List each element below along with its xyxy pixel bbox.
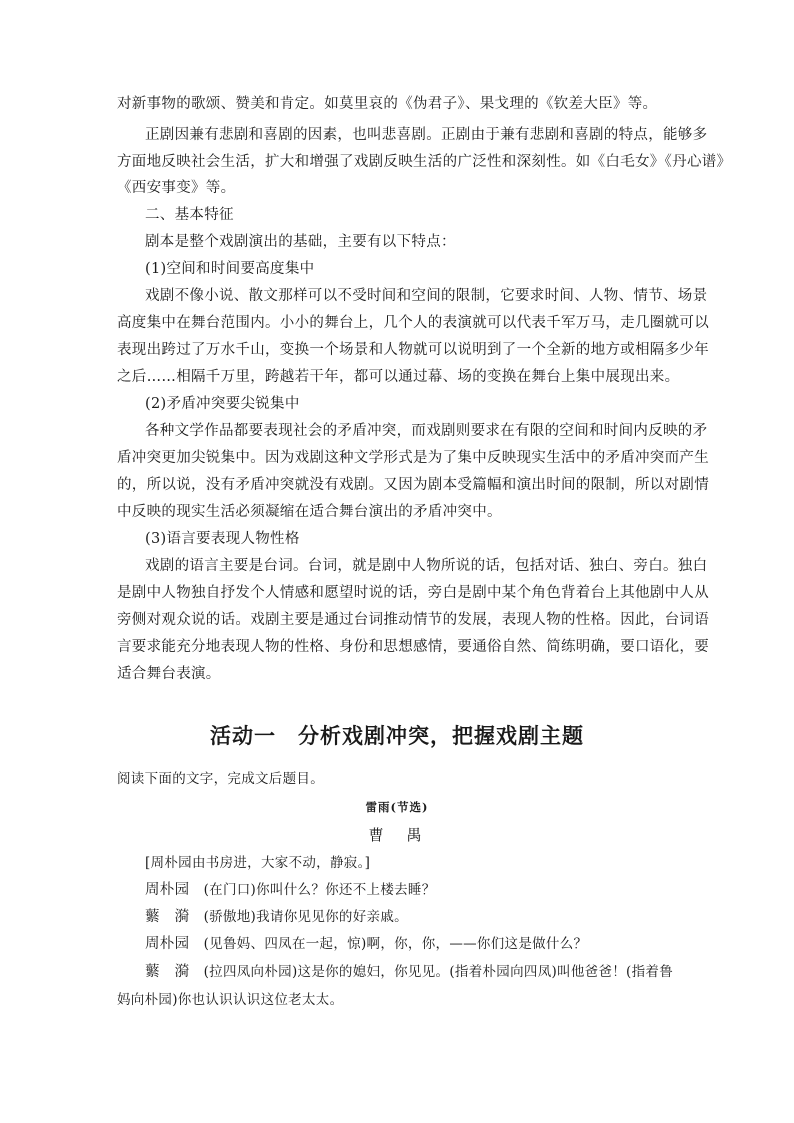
dialogue-text: (在门口)你叫什么？你还不上楼去睡？ <box>203 882 436 898</box>
feature-heading: (1)空间和时间要高度集中 <box>145 261 315 277</box>
stage-direction: [周朴园由书房进，大家不动，静寂。] <box>145 855 371 871</box>
paragraph-line: 高度集中在舞台范围内。小小的舞台上，几个人的表演就可以代表千军万马，走几圈就可以 <box>117 315 709 331</box>
paragraph-line: 戏剧的语言主要是台词。台词，就是剧中人物所说的话，包括对话、独白、旁白。独白 <box>145 558 708 574</box>
paragraph-line: 方面地反映社会生活，扩大和增强了戏剧反映生活的广泛性和深刻性。如《白毛女》《丹心谱》 <box>117 154 732 170</box>
dialogue-text: (拉四凤向朴园)这是你的媳妇，你见见。(指着朴园向四凤)叫他爸爸！(指着鲁 <box>203 964 674 980</box>
paragraph-line: 是剧中人物独自抒发个人情感和愿望时说的话，旁白是剧中某个角色背着台上其他剧中人从 <box>117 585 709 601</box>
paragraph-line: 适合舞台表演。 <box>117 666 221 682</box>
paragraph-line: 盾冲突更加尖锐集中。因为戏剧这种文学形式是为了集中反映现实生活中的矛盾冲突而产生 <box>117 450 709 466</box>
activity-instruction: 阅读下面的文字，完成文后题目。 <box>117 771 324 787</box>
paragraph-line: 之后……相隔千万里，跨越若干年，都可以通过幕、场的变换在舞台上集中展现出来。 <box>117 369 680 385</box>
feature-heading: (3)语言要表现人物性格 <box>145 531 300 547</box>
paragraph-line: 的，所以说，没有矛盾冲突就没有戏剧。又因为剧本受篇幅和演出时间的限制，所以对剧情 <box>117 477 709 493</box>
paragraph-line: 表现出跨过了万水千山，变换一个场景和人物就可以说明到了一个全新的地方或相隔多少年 <box>117 342 709 358</box>
dialogue-text: (见鲁妈、四凤在一起，惊)啊，你，你，——你们这是做什么？ <box>203 936 588 952</box>
dialogue-line <box>145 880 687 900</box>
speaker-name: 周朴园 <box>145 882 190 898</box>
feature-heading: (2)矛盾冲突要尖锐集中 <box>145 396 300 412</box>
script-author: 曹 禺 <box>368 826 426 844</box>
dialogue-continuation: 妈向朴园)你也认识认识这位老太太。 <box>117 992 344 1008</box>
paragraph-line: 正剧因兼有悲剧和喜剧的因素，也叫悲喜剧。正剧由于兼有悲剧和喜剧的特点，能够多 <box>145 127 708 143</box>
speaker-name: 蘩 漪 <box>145 964 190 980</box>
activity-title: 活动一 分析戏剧冲突，把握戏剧主题 <box>210 724 584 748</box>
section-heading: 二、基本特征 <box>145 207 234 223</box>
speaker-name: 周朴园 <box>145 936 190 952</box>
paragraph-line: 对新事物的歌颂、赞美和肯定。如莫里哀的《伪君子》、果戈理的《钦差大臣》等。 <box>117 96 658 112</box>
dialogue-line <box>145 962 687 982</box>
paragraph-line: 言要求能充分地表现人物的性格、身份和思想感情，要通俗自然、简练明确，要口语化，要 <box>117 639 709 655</box>
paragraph-line: 剧本是整个戏剧演出的基础，主要有以下特点： <box>145 234 456 250</box>
paragraph-line: 戏剧不像小说、散文那样可以不受时间和空间的限制，它要求时间、人物、情节、场景 <box>145 288 708 304</box>
paragraph-line: 中反映的现实生活必须凝缩在适合舞台演出的矛盾冲突中。 <box>117 504 502 520</box>
speaker-name: 蘩 漪 <box>145 909 190 925</box>
paragraph-line: 各种文学作品都要表现社会的矛盾冲突，而戏剧则要求在有限的空间和时间内反映的矛 <box>145 423 708 439</box>
dialogue-line <box>145 907 687 927</box>
script-title: 雷雨(节选) <box>365 800 429 814</box>
paragraph-line: 旁侧对观众说的话。戏剧主要是通过台词推动情节的发展，表现人物的性格。因此，台词语 <box>117 612 709 628</box>
dialogue-line <box>145 934 687 954</box>
dialogue-text: (骄傲地)我请你见见你的好亲戚。 <box>203 909 408 925</box>
paragraph-line: 《西安事变》等。 <box>117 180 236 196</box>
